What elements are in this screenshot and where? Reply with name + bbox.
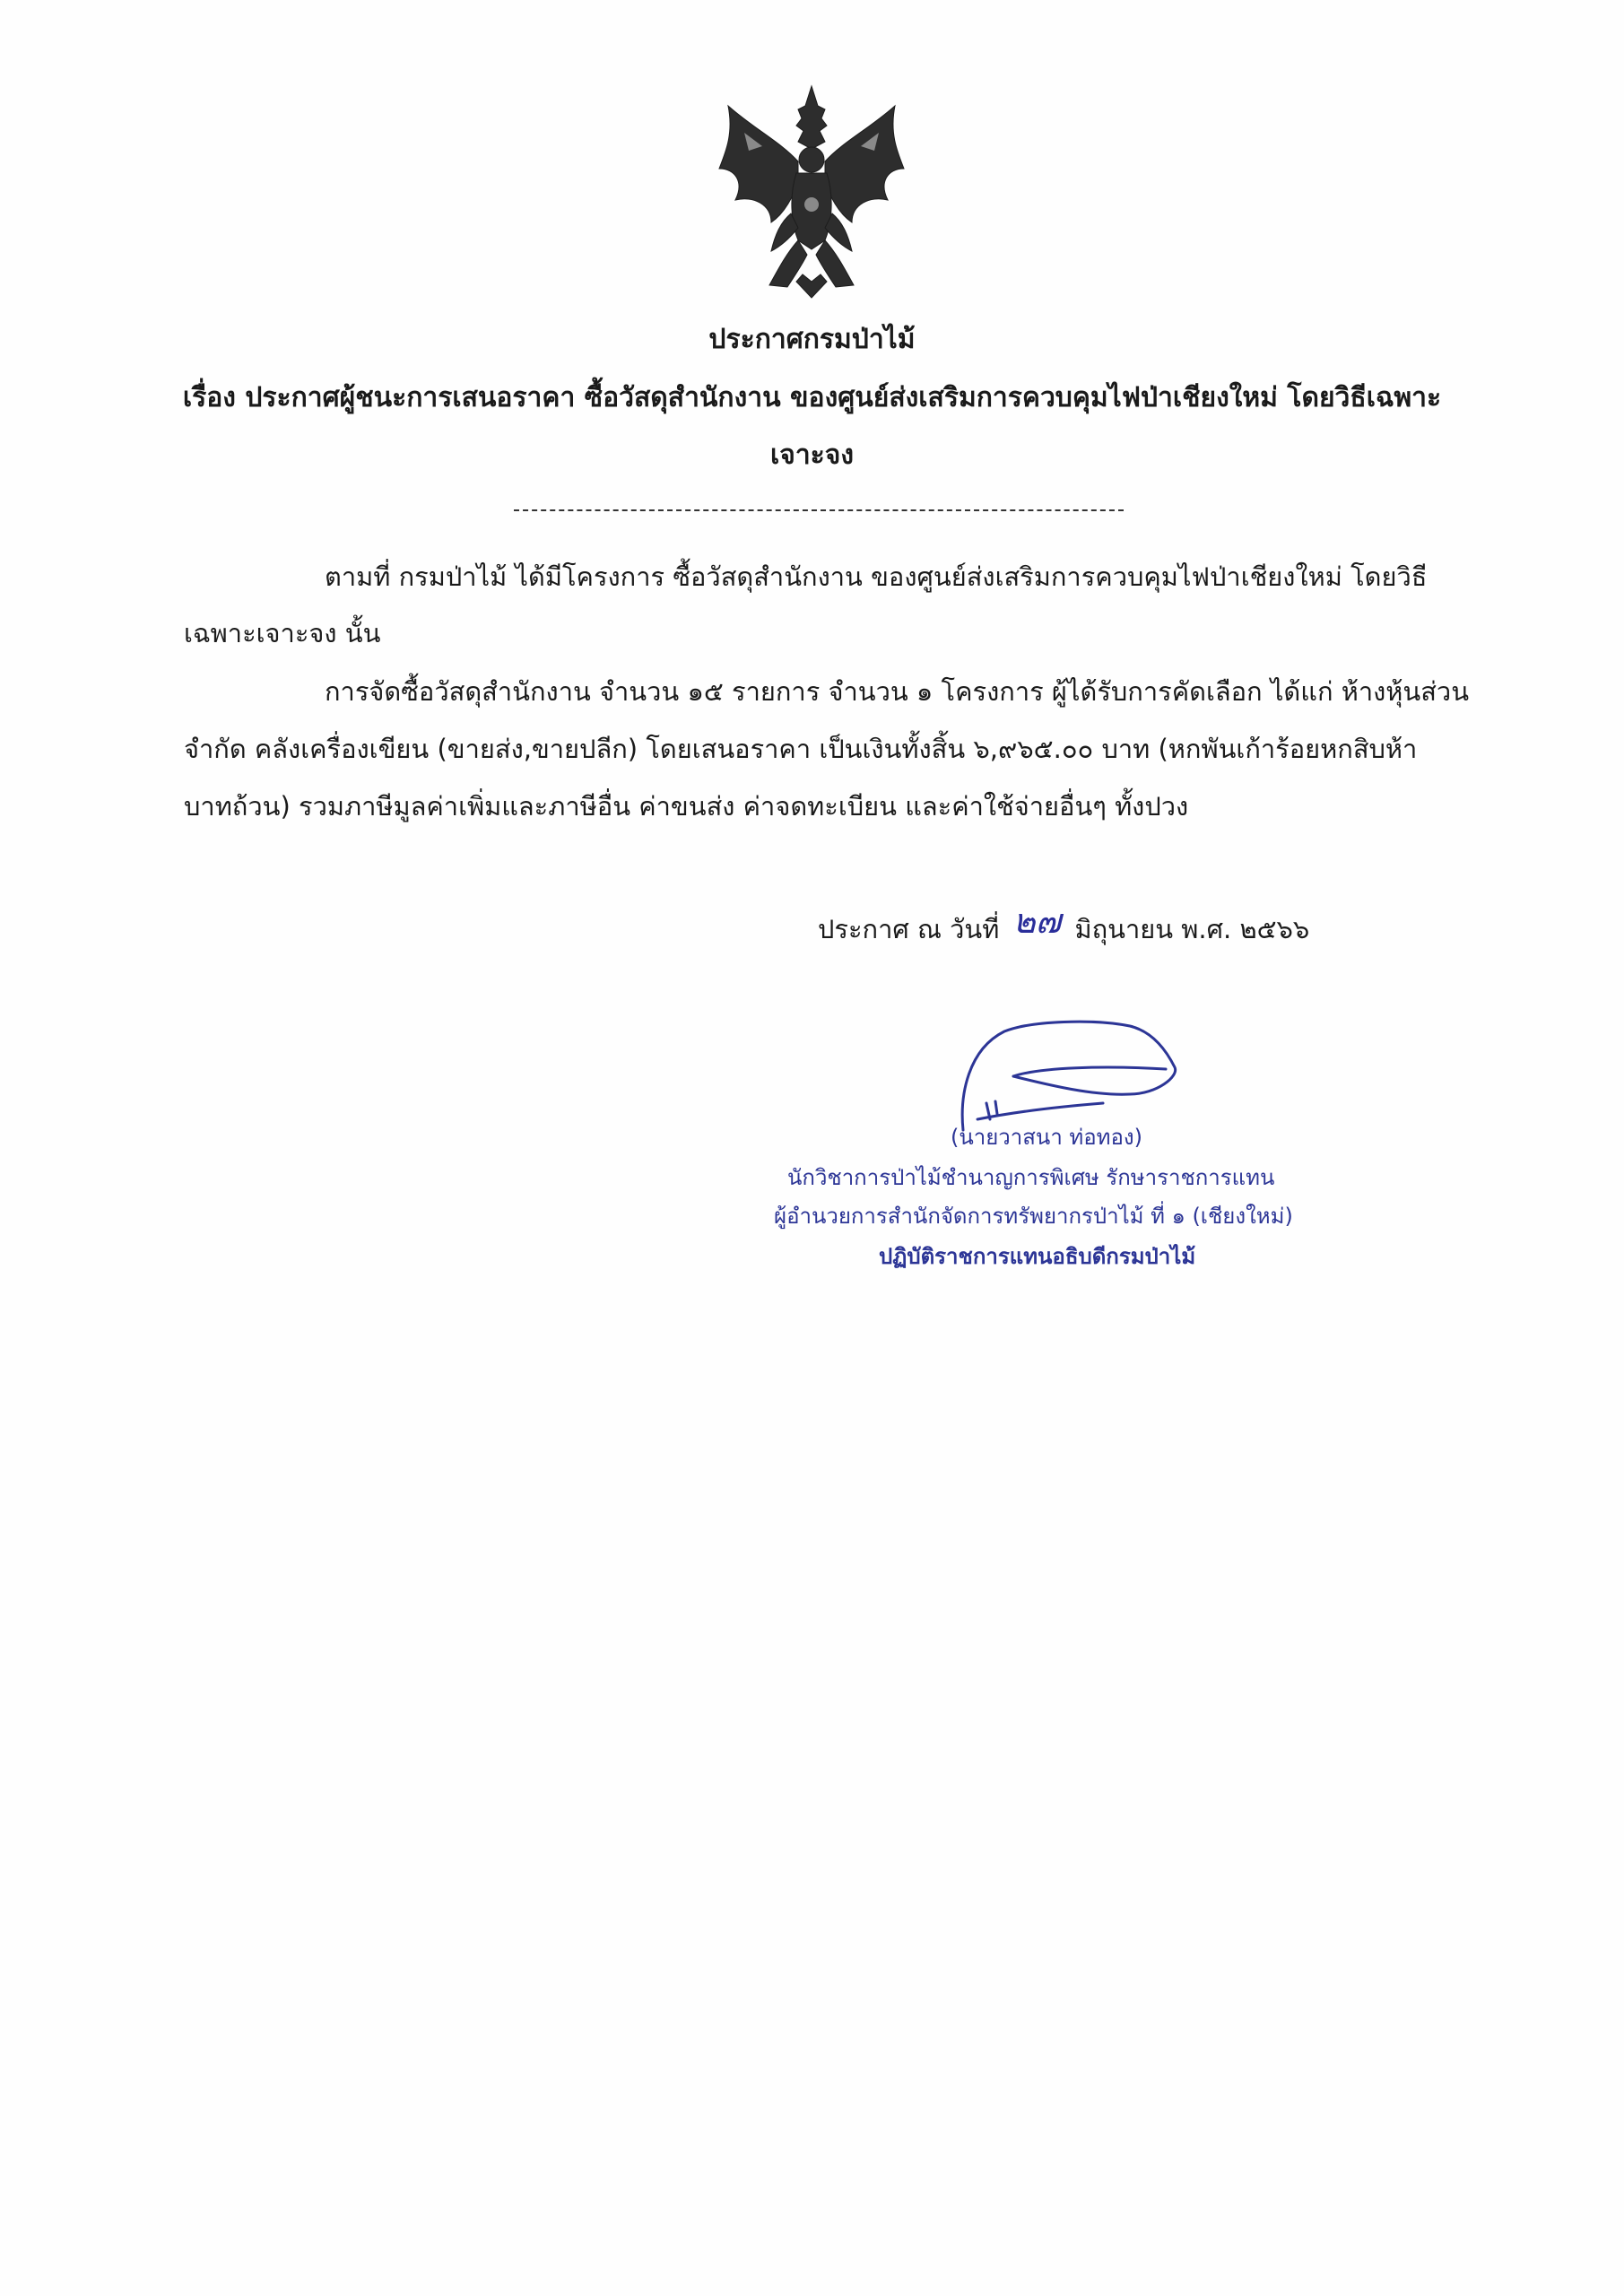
body-paragraph-1-line-1: ตามที่ กรมป่าไม้ ได้มีโครงการ ซื้อวัสดุสำนักงาน ของศูนย์ส่งเสริมการควบคุมไฟป่าเชียงใหม่ โดยวิธี (325, 561, 1428, 592)
announcement-day-handwritten: ๒๗ (1012, 901, 1062, 941)
signatory-position-1: นักวิชาการป่าไม้ชำนาญการพิเศษ รักษาราชการแทน (787, 1165, 1275, 1190)
document-subject: เรื่อง ประกาศผู้ชนะการเสนอราคา ซื้อวัสดุสำนักงาน ของศูนย์ส่งเสริมการควบคุมไฟป่าเชียงใหม่ โดยวิธีเฉพาะ (182, 382, 1442, 413)
body-paragraph-2-line-1: การจัดซื้อวัสดุสำนักงาน จำนวน ๑๕ รายการ จำนวน ๑ โครงการ ผู้ได้รับการคัดเลือก ได้แก่ ห้างหุ้นส่วน (325, 676, 1470, 707)
announcement-date (818, 899, 1309, 953)
garuda-emblem-icon (708, 79, 915, 303)
document-title: ประกาศกรมป่าไม้ (708, 324, 916, 355)
announcement-month-year: มิถุนายน พ.ศ. ๒๕๖๖ (1074, 914, 1310, 944)
announcement-date-prefix: ประกาศ ณ วันที่ (818, 914, 1000, 944)
body-paragraph-2-line-2: จำกัด คลังเครื่องเขียน (ขายส่ง,ขายปลีก) โดยเสนอราคา เป็นเงินทั้งสิ้น ๖,๙๖๕.๐๐ บาท (หกพันเก้าร้อยหกสิบห้า (184, 734, 1418, 764)
signatory-position-3: ปฏิบัติราชการแทนอธิบดีกรมป่าไม้ (879, 1244, 1196, 1269)
body-paragraph-2-line-3: บาทถ้วน) รวมภาษีมูลค่าเพิ่มและภาษีอื่น ค่าขนส่ง ค่าจดทะเบียน และค่าใช้จ่ายอื่นๆ ทั้งปวง (184, 791, 1189, 822)
separator-rule (514, 509, 1124, 511)
signatory-name: (นายวาสนา ท่อทอง) (951, 1125, 1142, 1150)
body-paragraph-1-line-2: เฉพาะเจาะจง นั้น (184, 618, 381, 648)
document-subject-continued: เจาะจง (769, 439, 855, 471)
signatory-position-2: ผู้อำนวยการสำนักจัดการทรัพยากรป่าไม้ ที่ ๑ (เชียงใหม่) (774, 1204, 1293, 1229)
